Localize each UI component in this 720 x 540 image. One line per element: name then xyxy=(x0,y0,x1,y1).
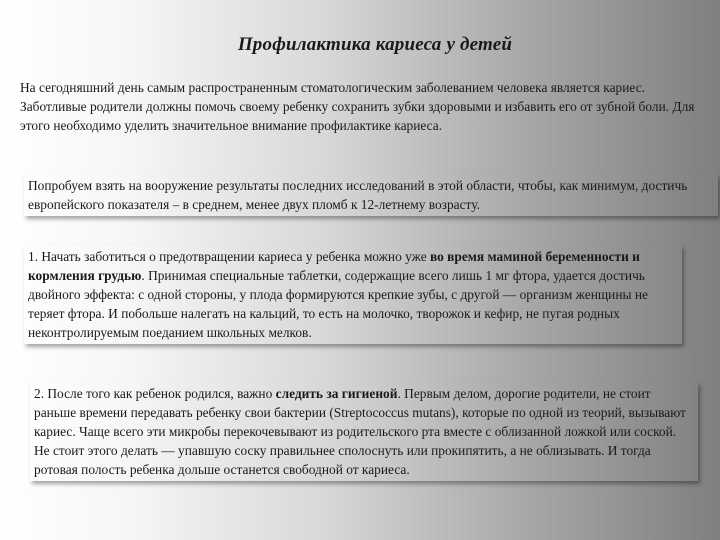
tip-1-rest: . Принимая специальные таблетки, содержащие всего лишь 1 мг фтора, удается достичь двойного эффекта: с одной стороны, у плода формируются крепкие зубы, с другой — организм женщины не теряет фтора. И побольше налегать на кальций, то есть на молочко, творожок и кефир, не пугая родных неконтролируемым поеданием школьных мелков. xyxy=(28,268,648,340)
slide-title: Профилактика кариеса у детей xyxy=(237,34,513,55)
research-paragraph: Попробуем взять на вооружение результаты последних исследований в этой области, чтобы, как минимум, достичь европейского показателя – в среднем, менее двух пломб к 12-летнему возрасту. xyxy=(24,174,718,216)
intro-paragraph: На сегодняшний день самым распространенным стоматологическим заболеванием человека является кариес. Заботливые родители должны помочь своему ребенку сохранить зубки здоровыми и избавить его от зубной боли. Для этого необходимо уделить значительное внимание профилактике кариеса. xyxy=(20,80,695,133)
tip-2-rest: . Первым делом, дорогие родители, не стоит раньше времени передавать ребенку свои бактерии (Streptococcus mutans), которые по одной из теорий, вызывают кариес. Чаще всего эти микробы перекочевывают из родительского рта вместе с облизанной ложкой или соской. Не стоит этого делать — упавшую соску правильнее сполоснуть или прокипятить, а не облизывать. И тогда ротовая полость ребенка дольше останется свободной от кариеса. xyxy=(34,386,686,477)
tip-2-highlight: следить за гигиеной xyxy=(275,386,398,401)
tip-1-highlight: во время маминой беременности и кормления грудью xyxy=(28,249,640,283)
tip-1-lead: 1. Начать заботиться о предотвращении кариеса у ребенка можно уже xyxy=(28,249,430,264)
tip-2-lead: 2. После того как ребенок родился, важно xyxy=(34,386,276,401)
tip-1-paragraph xyxy=(24,245,682,344)
tip-2-paragraph xyxy=(30,382,698,481)
